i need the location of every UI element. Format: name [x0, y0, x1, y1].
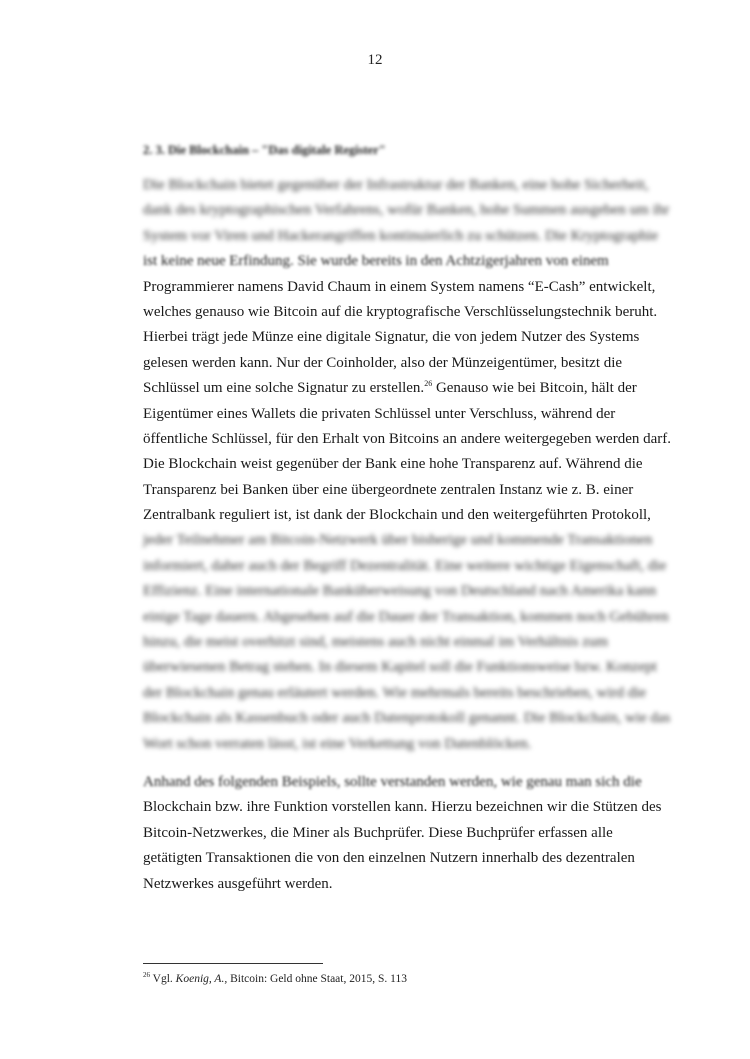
text-line: Eigentümer eines Wallets die privaten Schlüssel unter Verschluss, während der — [143, 405, 616, 422]
text-line: Die Blockchain weist gegenüber der Bank eine hohe Transparenz auf. Während die — [143, 456, 643, 473]
text-line: Zentralbank reguliert ist, ist dank der Blockchain und den weitergeführten Protokoll, — [143, 507, 651, 524]
text-line: Transparenz bei Banken über eine übergeordnete zentralen Instanz wie z. B. einer — [143, 481, 634, 498]
page-number: 12 — [367, 52, 383, 68]
text-line: Hierbei trägt jede Münze eine digitale Signatur, die von jedem Nutzer des Systems — [143, 329, 640, 346]
paragraph-1 — [143, 173, 672, 757]
footnote-source: Bitcoin: Geld ohne Staat, 2015, S. 113 — [227, 973, 407, 985]
text-line: System vor Viren und Hackerangriffen kontinuierlich zu schützen. Die Kryptographie — [143, 227, 659, 244]
text-line: Blockchain als Kassenbuch oder auch Datenprotokoll genannt. Die Blockchain, wie das — [143, 710, 671, 727]
text-line: der Blockchain genau erläutert werden. Wie mehrmals bereits beschrieben, wird die — [143, 684, 647, 701]
footnote — [143, 973, 407, 985]
text-line: getätigten Transaktionen die von den einzelnen Nutzern innerhalb des dezentralen — [143, 850, 635, 867]
text-line: informiert, daher auch der Begriff Dezentralität. Eine weitere wichtige Eigenschaft, die — [143, 557, 667, 574]
section-heading: 2. 3. Die Blockchain – "Das digitale Register" — [143, 143, 386, 157]
text-line: jeder Teilnehmer am Bitcoin-Netzwerk über bisherige und kommende Transaktionen — [143, 532, 653, 549]
text-line: Anhand des folgenden Beispiels, sollte verstanden werden, wie genau man sich die — [143, 774, 642, 790]
text-line: Blockchain bzw. ihre Funktion vorstellen kann. Hierzu bezeichnen wir die Stützen des — [143, 799, 662, 816]
text-line: dank des kryptographischen Verfahrens, wofür Banken, hohe Summen ausgeben um ihr — [143, 202, 670, 219]
text-line: einige Tage dauern. Abgesehen auf die Dauer der Transaktion, kommen noch Gebühren — [143, 608, 669, 625]
text-line: Wort schon verraten lässt, ist eine Verkettung von Datenblöcken. — [143, 735, 532, 752]
text-line: Die Blockchain bietet gegenüber der Infrastruktur der Banken, eine hohe Sicherheit, — [143, 177, 649, 193]
text-line: öffentliche Schlüssel, für den Erhalt von Bitcoins an andere weitergegeben werden darf. — [143, 430, 672, 447]
text-line: ist keine neue Erfindung. Sie wurde bereits in den Achtzigerjahren von einem — [143, 253, 609, 270]
text-line: welches genauso wie Bitcoin auf die kryptografische Verschlüsselungstechnik beruht. — [143, 303, 658, 320]
footnote-prefix: Vgl. — [150, 973, 176, 985]
footnote-divider — [143, 963, 323, 964]
text-segment: Genauso wie bei Bitcoin, hält der — [432, 380, 637, 397]
text-line: Bitcoin-Netzwerkes, die Miner als Buchprüfer. Diese Buchprüfer erfassen alle — [143, 824, 613, 841]
text-line: hinzu, die meist overhitzt sind, meistens auch nicht einmal im Verhältnis zum — [143, 634, 609, 651]
text-line: Netzwerkes ausgeführt werden. — [143, 875, 333, 892]
text-line: Effizienz. Eine internationale Banküberweisung von Deutschland nach Amerika kann — [143, 583, 657, 600]
text-segment: Schlüssel um eine solche Signatur zu erstellen. — [143, 380, 425, 397]
footnote-reference[interactable]: 26 — [424, 379, 433, 389]
text-line-with-footnote — [143, 376, 637, 401]
paragraph-2 — [143, 770, 662, 897]
text-line: gelesen werden kann. Nur der Coinholder, also der Münzeigentümer, besitzt die — [143, 354, 623, 371]
text-line: überwiesenen Betrag stehen. In diesem Kapitel soll die Funktionsweise bzw. Konzept — [143, 659, 657, 676]
footnote-author: Koenig, A., — [175, 973, 228, 985]
text-line: Programmierer namens David Chaum in einem System namens “E-Cash” entwickelt, — [143, 278, 656, 295]
footnote-number: 26 — [143, 971, 150, 980]
